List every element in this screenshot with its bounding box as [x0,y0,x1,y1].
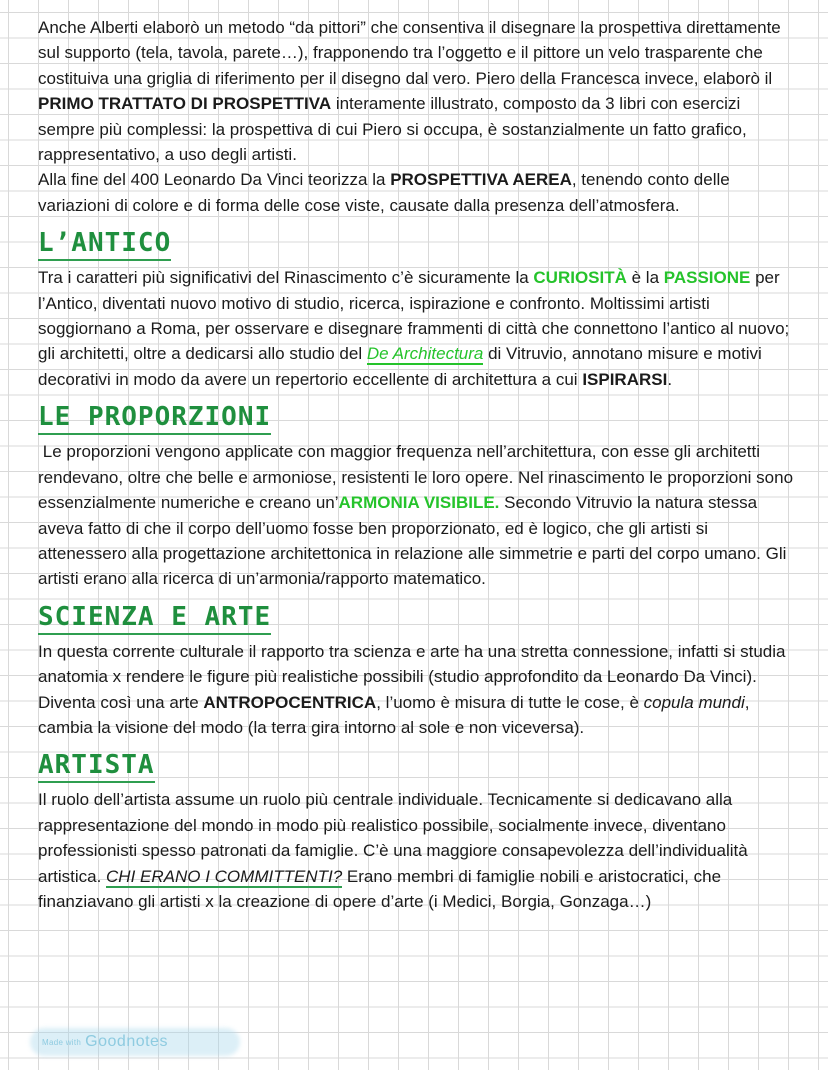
text-segment: Secondo Vitruvio la natura stessa aveva fatto di che il corpo dell’uomo fosse ben proporzionato, ed è logico, che gli artisti si attenessero alla progettazione architettonica in relazione alle simmetrie e parti del corpo umano. Gli artisti erano alla ricerca di un’armonia/rapporto matematico. [38,493,792,589]
text-segment: copula mundi [643,692,745,712]
text-segment: De Architectura [366,344,484,364]
text-segment: Le proporzioni vengono applicate con maggior frequenza nell’architettura, con esse gli architetti rendevano, oltre che belle e armoniose, resistenti le loro opere. Nel rinascimento le proporzioni sono essenzialmente numeriche e creano un’ [38,442,798,513]
paragraph [38,265,795,392]
text-segment: . [667,369,673,389]
text-segment: Anche Alberti elaborò un metodo “da pittori” che consentiva il disegnare la prospettiva direttamente sul supporto (tela, tavola, parete…), frapponendo tra l’oggetto e il pittore un velo trasparente che costituiva una griglia di riferimento per il disegno dal vero. Piero della Francesca invece, elaborò il [38,18,786,88]
section-heading [38,404,795,435]
section-heading-label: SCIENZA E ARTE [38,604,271,635]
text-segment: PROSPETTIVA AEREA [390,170,572,190]
text-segment: , l’uomo è misura di tutte le cose, è [376,692,644,712]
text-segment: per l’Antico, diventati nuovo motivo di studio, ricerca, ispirazione e confronto. Moltissimi artisti soggiornano a Roma, per osservare e disegnare frammenti di città che connettono l’antico al nuovo; gli architetti, oltre a dedicarsi allo studio del [38,268,794,364]
watermark-made-with-label: Made with [42,1037,82,1047]
text-segment: PRIMO TRATTATO DI PROSPETTIVA [38,94,332,114]
paragraph [38,167,795,218]
section-heading [38,752,795,783]
text-segment: Alla fine del 400 Leonardo Da Vinci teorizza la [38,170,391,190]
paragraph [38,639,795,741]
paragraph [38,15,795,167]
section-heading [38,230,795,261]
text-segment: ARMONIA VISIBILE. [338,493,500,513]
text-segment: Il ruolo dell’artista assume un ruolo più centrale individuale. Tecnicamente si dedicavano alla rappresentazione del mondo in modo più realistico possibile, socialmente invece, diventano professionisti spesso patronati da famiglie. C’è una maggiore consapevolezza dell’individualità artistica. [38,790,753,886]
text-segment: ISPIRARSI [582,369,668,389]
text-segment: ANTROPOCENTRICA [203,692,377,712]
section-heading [38,601,795,635]
text-segment: di Vitruvio, annotano misure e motivi decorativi in modo da avere un repertorio eccellente di architettura a cui [38,344,767,389]
text-segment: , tenendo conto delle variazioni di colore e di forma delle cose viste, causate dalla presenza dell’atmosfera. [38,170,735,215]
text-segment: Tra i caratteri più significativi del Rinascimento c’è sicuramente la [38,268,534,288]
text-segment: In questa corrente culturale il rapporto tra scienza e arte ha una stretta connessione, infatti si studia anatomia x rendere le figure più realistiche possibili (studio approfondito da Leonardo Da Vinci). Diventa così una arte [38,641,791,712]
paragraph [38,787,795,914]
goodnotes-watermark [30,1028,240,1056]
text-segment: CHI ERANO I COMMITTENTI? [106,866,343,886]
text-segment: , cambia la visione del modo (la terra gira intorno al sole e non viceversa). [38,692,755,737]
text-segment: interamente illustrato, composto da 3 libri con esercizi sempre più complessi: la prospettiva di cui Piero si occupa, è sostanzialmente un fatto grafico, rappresentativo, a uso degli artisti. [38,94,752,165]
section-heading-label: LE PROPORZIONI [38,404,271,435]
text-segment: è la [626,268,664,288]
watermark-brand-label: Goodnotes [85,1033,168,1050]
section-heading-label: ARTISTA [38,752,155,783]
section-heading-label: L’ANTICO [38,230,171,261]
text-segment: PASSIONE [663,268,751,288]
text-segment: Erano membri di famiglie nobili e aristocratici, che finanziavano gli artisti x la creazione di opere d’arte (i Medici, Borgia, Gonzaga…) [38,866,726,911]
text-segment: CURIOSITÀ [533,268,627,288]
paragraph [38,439,798,591]
